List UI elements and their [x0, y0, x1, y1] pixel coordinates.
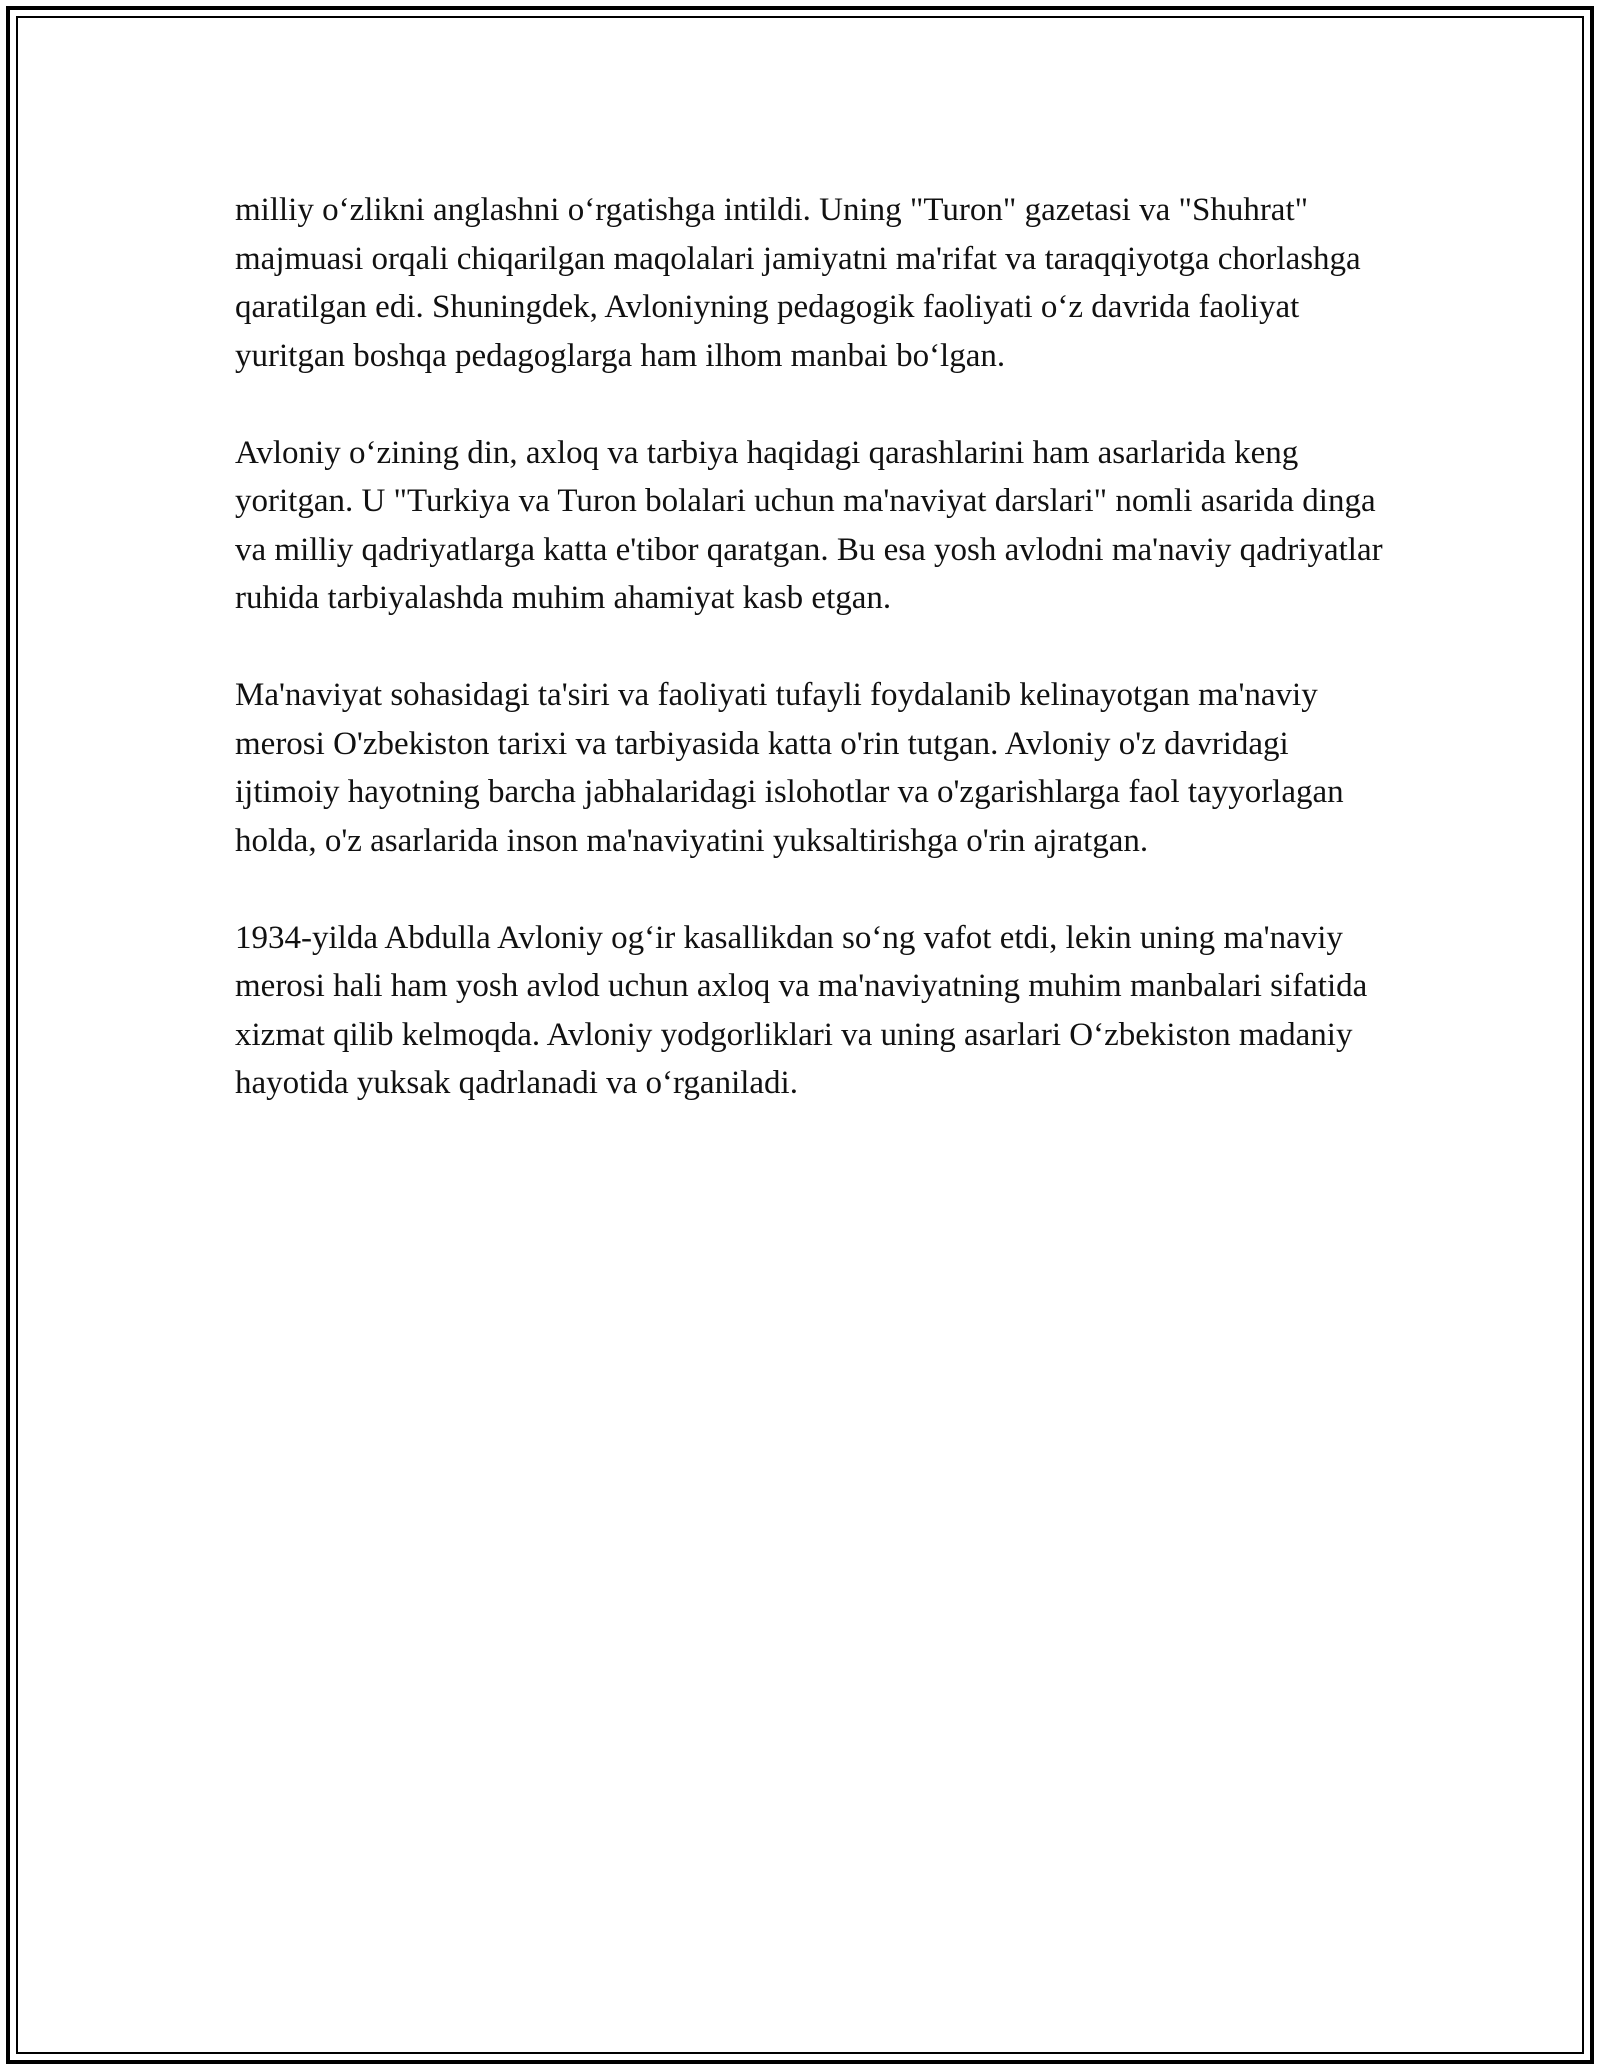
paragraph-2: Avloniy o‘zining din, axloq va tarbiya haqidagi qarashlarini ham asarlarida keng yoritgan. U "Turkiya va Turon bolalari uchun ma'naviyat darslari" nomli asarida dinga va milliy qadriyatlarga katta e'tibor qaratgan. Bu esa yosh avlodni ma'naviy qadriyatlar ruhida tarbiyalashda muhim ahamiyat kasb etgan. — [235, 434, 1383, 616]
paragraph-4: 1934-yilda Abdulla Avloniy og‘ir kasallikdan so‘ng vafot etdi, lekin uning ma'naviy merosi hali ham yosh avlod uchun axloq va ma'naviyatning muhim manbalari sifatida xizmat qilib kelmoqda. Avloniy yodgorliklari va uning asarlari O‘zbekiston madaniy hayotida yuksak qadrlanadi va o‘rganiladi. — [235, 919, 1368, 1101]
document-body — [235, 186, 1385, 1156]
paragraph-3: Ma'naviyat sohasidagi ta'siri va faoliyati tufayli foydalanib kelinayotgan ma'naviy merosi O'zbekiston tarixi va tarbiyasida katta o'rin tutgan. Avloniy o'z davridagi ijtimoiy hayotning barcha jabhalaridagi islohotlar va o'zgarishlarga faol tayyorlagan holda, o'z asarlarida inson ma'naviyatini yuksaltirishga o'rin ajratgan. — [235, 677, 1344, 859]
paragraph-1: milliy o‘zlikni anglashni o‘rgatishga intildi. Uning "Turon" gazetasi va "Shuhrat" majmuasi orqali chiqarilgan maqolalari jamiyatni ma'rifat va taraqqiyotga chorlashga qaratilgan edi. Shuningdek, Avloniyning pedagogik faoliyati o‘z davrida faoliyat yuritgan boshqa pedagoglarga ham ilhom manbai bo‘lgan. — [235, 192, 1361, 374]
